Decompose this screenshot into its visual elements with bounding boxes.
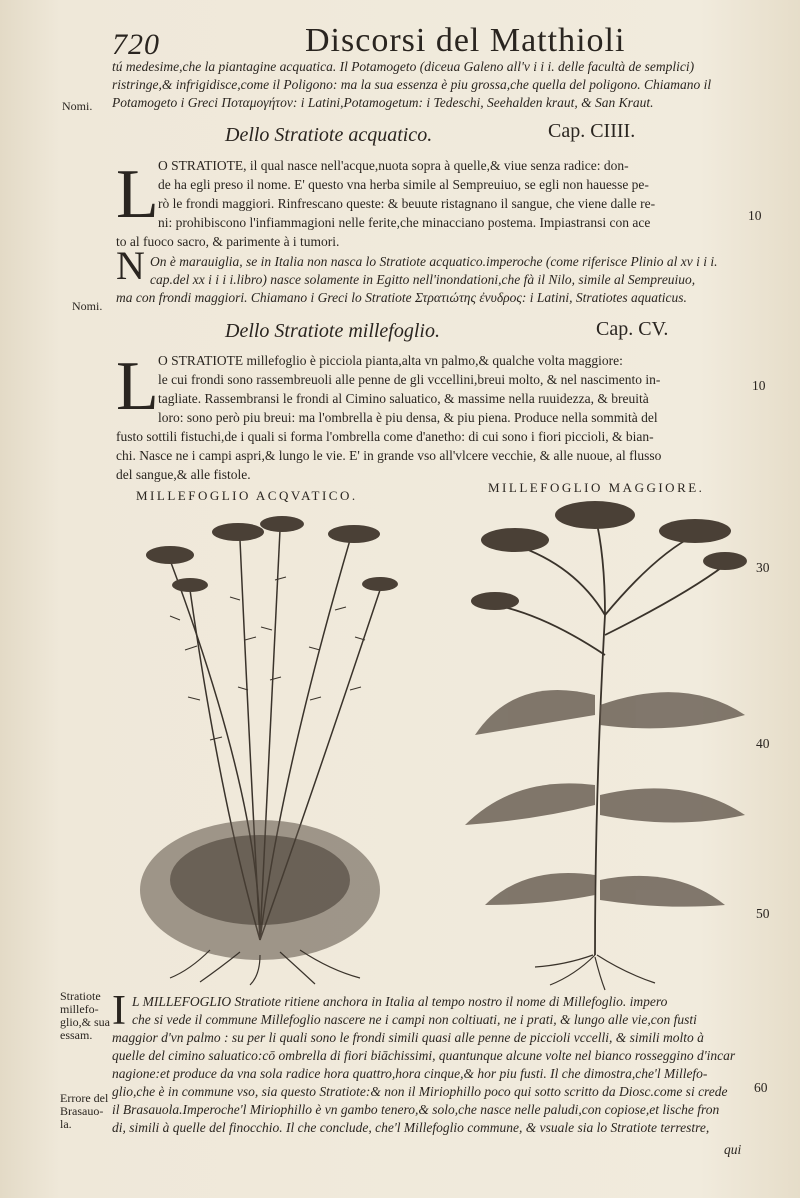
catchword: qui: [724, 1142, 742, 1157]
bottom-line-2: che si vede il commune Millefoglio nascere ne i campi non coltiuati, ne i prati, & lungo alle vie,con fusti: [132, 1012, 697, 1027]
margin-errore-1: Errore del: [60, 1091, 109, 1105]
margin-number-10a: 10: [748, 208, 762, 223]
drop-cap-4: I: [112, 988, 126, 1034]
bottom-line-3: maggior d'vn palmo : su per li quali sono le frondi simili quasi alle penne de piccioli vccelli, & simili molto à: [112, 1030, 704, 1045]
margin-errore-note: [60, 1092, 108, 1131]
figure-label-left: MILLEFOGLIO ACQVATICO.: [136, 488, 358, 503]
woodcut-millefoglio-acquatico: [110, 500, 410, 990]
drop-cap-3: L: [116, 348, 159, 425]
intro-line-2: ristringe,& infrigidisce,come il Poligono: ma la sua essenza è piu grossa,che quella del poligono. Chiamano il: [112, 77, 712, 92]
chapter1-line-1: O STRATIOTE, il qual nasce nell'acque,nuota sopra à quelle,& viue senza radice: don-: [158, 158, 629, 173]
bottom-line-1: L MILLEFOGLIO Stratiote ritiene anchora in Italia al tempo nostro il nome di Millefoglio. impero: [132, 994, 668, 1009]
chapter1-line-2: de ha egli preso il nome. E' questo vna herba simile al Sempreuiuo, se egli non hauesse pe-: [158, 177, 649, 192]
chapter1-italic-3: ma con frondi maggiori. Chiamano i Greci lo Stratiote Στρατιώτης ἐνυδρος: i Latini, Stratiotes aquaticus.: [116, 290, 687, 305]
margin-stratiote-1: Stratiote: [60, 989, 101, 1003]
bottom-line-8: di, simili à quelle del finocchio. Il che conclude, che'l Millefoglio commune, & vsuale sia lo Stratiote terrestre,: [112, 1120, 710, 1135]
drop-cap-1: L: [116, 156, 159, 233]
margin-errore-2: Brasauo-: [60, 1104, 104, 1118]
margin-nomi-2: Nomi.: [72, 299, 103, 313]
bottom-line-4: quelle del cimino saluatico:cō ombrella di fiori biāchissimi, quantunque alcune volte nel bianco rosseggino d'incar: [112, 1048, 736, 1063]
chapter-title-2: Dello Stratiote millefoglio.: [225, 320, 440, 342]
chapter1-italic-2: cap.del xx i i i i.libro) nasce solamente in Egitto nell'inondationi,che fà il Nilo, simile al Sempreuiuo,: [150, 272, 696, 287]
page-number: 720: [112, 28, 160, 61]
margin-stratiote-4: essam.: [60, 1028, 93, 1042]
chapter2-line-7: del sangue,& alle fistole.: [116, 467, 251, 482]
chapter1-line-5: to al fuoco sacro, & parimente à i tumori.: [116, 234, 340, 249]
chapter-number-1: Cap. CIIII.: [548, 120, 636, 142]
bottom-line-5: nagione:et produce da vna sola radice hora quattro,hora cinque,& hor piu fusti. Il che dimostra,che'l Millefo-: [112, 1066, 708, 1081]
margin-stratiote-note: [60, 990, 110, 1042]
margin-number-40: 40: [756, 736, 770, 751]
bottom-line-7: il Brasauola.Imperoche'l Miriophillo è vn gambo tenero,& solo,che nasce nelle paludi,con copiose,et lische fron: [112, 1102, 720, 1117]
intro-line-3: Potamogeto i Greci Ποταμογήτον: i Latini,Potamogetum: i Tedeschi, Seehalden kraut, & San Kraut.: [112, 95, 654, 110]
margin-stratiote-3: glio,& sua: [60, 1015, 110, 1029]
margin-number-30: 30: [756, 560, 770, 575]
chapter1-line-3: rò le frondi maggiori. Rinfrescano queste: & beuute ristagnano il sangue, che viene dalle re-: [158, 196, 656, 211]
running-header: Discorsi del Matthioli: [305, 22, 626, 59]
chapter2-line-6: chi. Nasce ne i campi aspri,& lungo le vie. E' in grande vso all'vlcere vecchie, & alle nuoue, al flusso: [116, 448, 662, 463]
chapter1-italic-1: On è marauiglia, se in Italia non nasca lo Stratiote acquatico.imperoche (come riferisce Plinio al xv i i i.: [150, 254, 718, 269]
margin-stratiote-2: millefo-: [60, 1002, 99, 1016]
chapter-title-1: Dello Stratiote acquatico.: [225, 124, 433, 146]
margin-nomi-1: Nomi.: [62, 99, 93, 113]
chapter1-line-4: ni: prohibiscono l'infiammagioni nelle ferite,che minacciano postema. Impiastransi con ace: [158, 215, 651, 230]
chapter-number-2: Cap. CV.: [596, 318, 669, 340]
chapter2-line-1: O STRATIOTE millefoglio è picciola pianta,alta vn palmo,& qualche volta maggiore:: [158, 353, 623, 368]
chapter2-line-5: fusto sottili fistuchi,de i quali si forma l'ombrella come d'anetho: di cui sono i fiori piccioli, & bian-: [116, 429, 654, 444]
margin-number-10b: 10: [752, 378, 766, 393]
woodcut-millefoglio-maggiore: [455, 495, 755, 995]
chapter2-line-4: loro: sono però piu breui: ma l'ombrella è piu densa, & piu piena. Produce nella sommità del: [158, 410, 658, 425]
intro-line-1: tú medesime,che la piantagine acquatica. Il Potamogeto (diceua Galeno all'v i i i. delle facultà de semplici): [112, 59, 695, 74]
margin-number-60: 60: [754, 1080, 768, 1095]
chapter2-line-2: le cui frondi sono rassembreuoli alle penne de gli vccellini,breui molto, & nel nascimento in-: [158, 372, 661, 387]
margin-errore-3: la.: [60, 1117, 72, 1131]
bottom-line-6: glio,che è in commune vso, sia questo Stratiote:& non il Miriophillo poco qui sotto scritto da Diosc.come si crede: [112, 1084, 728, 1099]
figure-label-right: MILLEFOGLIO MAGGIORE.: [488, 480, 705, 495]
chapter2-line-3: tagliate. Rassembransi le frondi al Cimino saluatico, & massime nella ruuidezza, & breuità: [158, 391, 649, 406]
drop-cap-2: N: [116, 243, 145, 288]
margin-number-50: 50: [756, 906, 770, 921]
